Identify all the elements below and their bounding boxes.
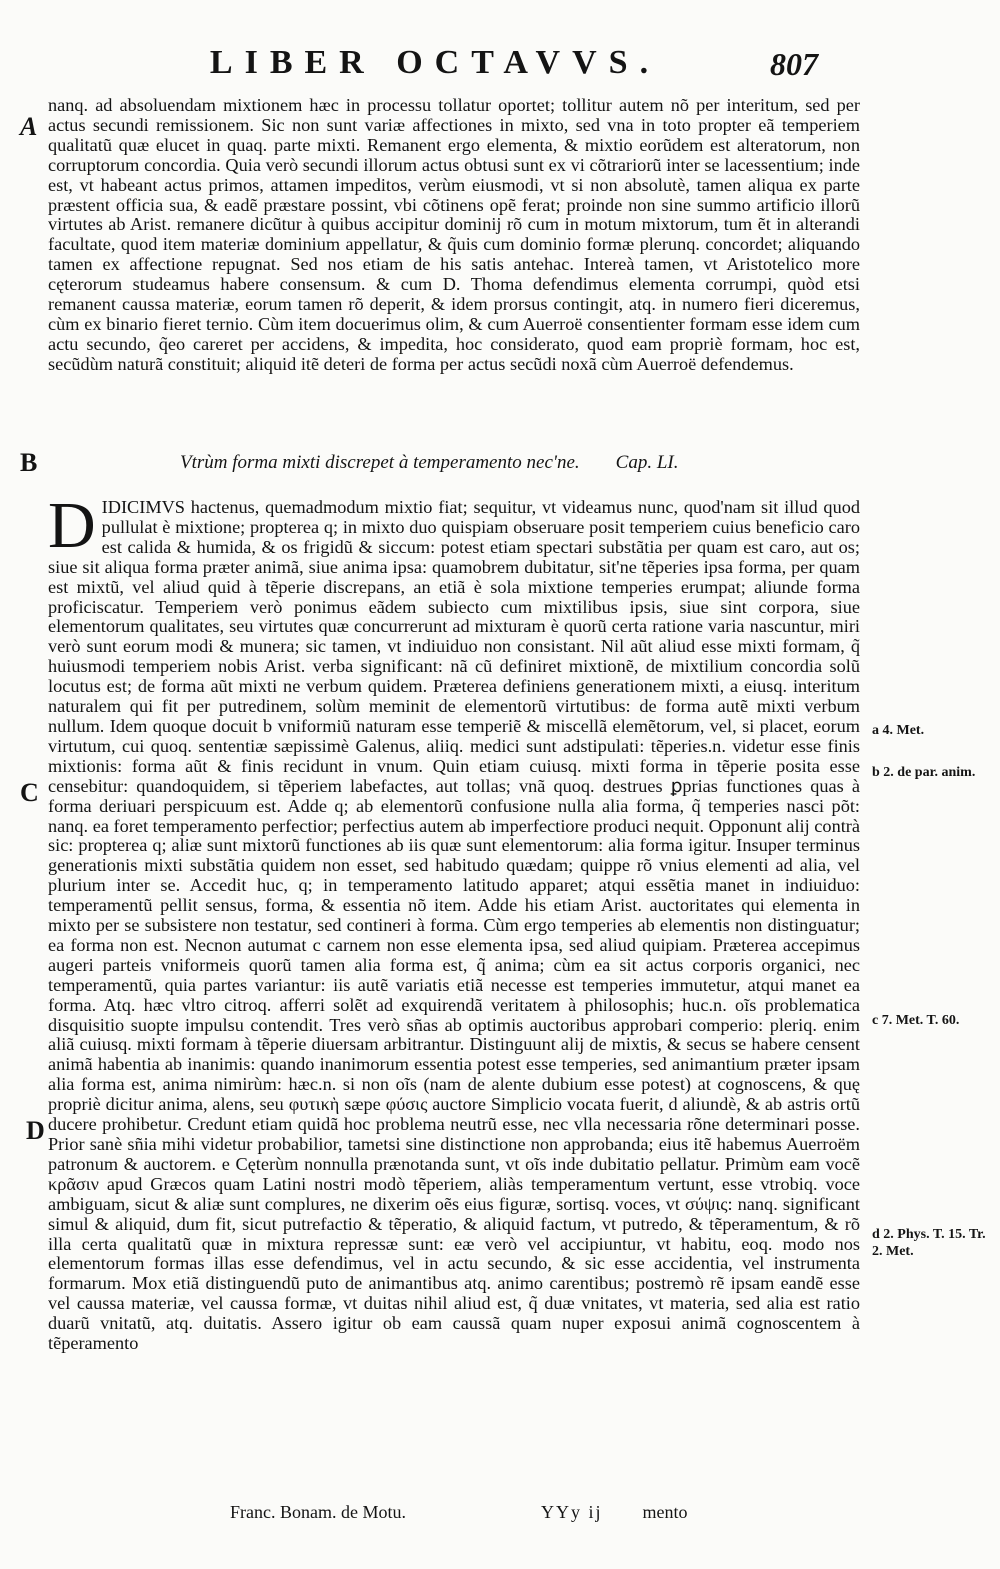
page-number: 807: [770, 46, 818, 82]
signature-mark: YYy ij: [540, 1502, 603, 1522]
continued-text-block: [48, 96, 860, 375]
marginal-note: a 4. Met.: [872, 723, 925, 738]
chapter-title: Vtrùm forma mixti discrepet à temperamento nec'ne.: [180, 452, 580, 473]
marginal-note: d 2. Phys. T. 15. Tr. 2. Met.: [872, 1227, 986, 1259]
paragraph: [48, 489, 860, 1354]
paragraph: nanq. ad absoluendam mixtionem hæc in processu tollatur oportet; tollitur autem nõ per interitum, sed per actus secundi remissionem. Sic non sunt variæ affectiones in mixto, sed vna in toto propter eã temperiem qualitatũ quæ elucet in quaq. parte mixti. Remanent ergo elementa, & mixtio eorũdem est alteratorum, non corruptorum concordia. Quia verò secundi illorum actus obtusi sunt ex vi cõtrariorũ inter se lacessentium; inde est, vt habeant actus primos, attamen impeditos, verùm eiusmodi, vt si non absolutè, tamen aliqua ex parte præstent officia sua, & eadẽ præstare possint, vbi cõtinens opẽ ferat; proinde non sine summo artificio illorũ virtutes ab Arist. remanere dicũtur à quibus accipitur dominij rõ cum in motum mixtorum, tum ẽt in alterandi facultate, quod item materiæ dominium appellatur, & q̃uis cum dominio formæ plerunq. concordet; aliquando tamen ex affectione repugnat. Sed nos etiam de his satis antehac. Intereà tamen, vt Aristotelico more cęterorum studeamus habere consensum. & cum D. Thoma defendimus elementa corrumpi, quòd etsi remanent caussa materiæ, eorum tamen rõ deperit, & idem prorsus contingit, atq. in numero fieri diceremus, cùm ex binario fieret ternio. Cùm item docuerimus olim, & cum Auerroë consentienter formam esse idem cum actu secundo, q̃eo careret per accidens, & impedita, hoc considerato, quod eam propriè formam, hoc est, secũdùm naturã constituit; aliquid itẽ deteri de forma per actus secũdi noxã cùm Auerroë defendemus.: [48, 95, 860, 374]
catchword: mento: [642, 1502, 688, 1522]
margin-letter-c: C: [20, 778, 39, 807]
chapter-heading: [180, 452, 740, 474]
marginal-note: b 2. de par. anim.: [872, 765, 976, 780]
drop-cap: D: [48, 489, 96, 562]
paragraph-body: hactenus, quemadmodum mixtio fiat; sequitur, vt videamus nunc, quod'nam sit illud quod pullulat è mixtione; propterea q; in mixto duo quispiam obseruare posit temperiem cuius beneficio caro est calida & humida, & os frigidũ & siccum: potest etiam spectari substãtia per quam est caro, aut os; siue sit aliqua forma præter animã, siue anima ipsa: quamobrem dubitatur, sit'ne tẽperies ipsa forma, per quam est mixtũ, vel aliud quid à tẽperie discrepans, an etiã è sola mixtione temperies erumpat; aliunde forma proficiscatur. Temperiem verò ponimus eãdem subiecto cum mixtilibus ipsis, siue sint corpora, siue elementorum qualitates, seu virtutes quæ concurrerunt ad mixturam è quorũ certa ratione varia nascuntur, miri verò sunt eorum modi & munera; sic tamen, vt indiuiduo non consistant. Nil aũt aliud esse mixti formam, q̃ huiusmodi temperiem nobis Arist. verba significant: nã cũ definiret mixtionẽ, de mixtilium concordia solũ locutus est; de forma aũt mixti ne verbum quidem. Præterea definiens generationem mixti, a eiusq. interitum naturalem qui fit per putredinem, solùm meminit de elementorũ virtutibus: de forma autẽ mixti verbum nullum. Idem quoque docuit b vniformiũ naturam esse temperiẽ & miscellã elemẽtorum, vel, si placet, eorum virtutum, cui quoq. sententiæ sæpissimè Galenus, aliiq. medici sunt adstipulati: tẽperies.n. videtur esse finis mixtionis: forma aũt & finis recidunt in vnum. Quin etiam cuiusq. mixti forma in tẽperie posita esse censebitur: quandoquidem, si tẽperiem labefactes, aut tollas; vnã quoq. destrues ꝑprias functiones quas à forma deriuari perspicuum est. Adde q; ab elementorũ confusione nulla alia forma, q̃ temperies nasci põt: nanq. ea foret temperamento perfectior; perfectius autem ab imperfectiore produci nequit. Opponunt alij contrà sic: propterea q; aliæ sunt mixtorũ functiones ab iis quæ sunt elementorum: alia forma igitur. Insuper terminus generationis mixti substãtia quidem non esset, sed habitudo quædam; quippe rõ vnius elementi ad alia, vel plurium inter se. Accedit huc, q; in temperamento latitudo apparet; atqui essẽtia manet in indiuiduo: temperamentũ pellit sensus, forma, & essentia nõ item. Adde his etiam Arist. auctoritates qui elementa in mixto per se subsistere non testatur, sed contineri à forma. Cùm ergo temperies ab elementis non distinguatur; ea forma non est. Necnon autumat c carnem non esse elementa ipsa, sed aliud quipiam. Præterea accepimus augeri parteis vniformeis quorũ tamen alia forma est, q̃ anima; cùm ea sit actus corporis organici, nec temperamentũ, quia partes variantur: iis autẽ variatis etiã necesse est temperies immutetur, atqui manet ea forma. Atq. hæc vltro citroq. afferri solẽt ad exquirendã veritatem à philosophis; huc.n. oĩs problematica disquisitio suopte impulsu contendit. Tres verò sñas ab optimis auctoribus approbari comperio: pleriq. enim aliã cuiusq. mixti formam à tẽperie diuersam arbitrantur. Distinguunt alij de mixtis, & secus se habere censent animã habentia ab inanimis: quando inanimorum essentia potest esse temperies, sed animantium præter ipsam alia forma est, anima nimirùm: hæc.n. si non oĩs (nam de alente dubium esse potest) at cognoscens, & quę propriè dicitur anima, alens, seu φυτικὴ sæpe φύσις auctore Simplicio vocata fuerit, d aliundè, & ab astris ortũ ducere prohibetur. Credunt etiam quidã hoc problema neutrũ esse, nec vlla necessaria rõne determinari posse. Prior sanè sñia mihi videtur probabilior, tametsi sine distinctione non approbanda; eius itẽ habemus Auerroëm patronum & auctorem. e Cęterùm nonnulla prænotanda sunt, vt oĩs inde dubitatio pellatur. Primùm eam vocẽ κρᾶσιν apud Græcos quam Latini nostri modò tẽperiem, aliàs temperamentum vertunt, esse vtrobiq. voce ambiguam, sicut & aliæ sunt complures, ne dixerim oẽs eius figuræ, sortisq. voces, vt σύψις: nanq. significant simul & aliquid, dum fit, sicut putrefactio & tẽperatio, & aliquid factum, vt putredo, & tẽperamentum, & rõ illa certa qualitatũ quæ in mixtura repressæ sunt: eæ verò vel accipiuntur, vt habitu, eoq. modo nos elementorum formas illas esse defendimus, vel in actu secundo, & sic esse accidentia, vel instrumenta formarum. Mox etiã distinguendũ puto de animantibus atq. animo carentibus; postremò rẽ ipsam eandẽ esse vel caussa materiæ, vel caussa formæ, vt duitas nihil aliud est, q̃ duæ vnitates, vt materia, sed alia est ratio duarũ vnitatũ, atq. duitatis. Assero igitur ob eam caussã quam nuper exposui animã cognoscentem à tẽperamento: [48, 497, 860, 1354]
margin-letter-d: D: [26, 1116, 45, 1145]
marginal-note: c 7. Met. T. 60.: [872, 1013, 960, 1028]
margin-letter-a: A: [20, 112, 38, 141]
chapter-text-block: [48, 489, 860, 1354]
chapter-number: Cap. LI.: [615, 452, 679, 473]
first-word-smallcaps: IDICIMVS: [101, 497, 185, 517]
author-line: Franc. Bonam. de Motu.: [230, 1502, 406, 1522]
running-title: LIBER OCTAVVS.: [209, 44, 661, 81]
margin-letter-b: B: [20, 448, 38, 477]
page-footer: [230, 1502, 870, 1523]
